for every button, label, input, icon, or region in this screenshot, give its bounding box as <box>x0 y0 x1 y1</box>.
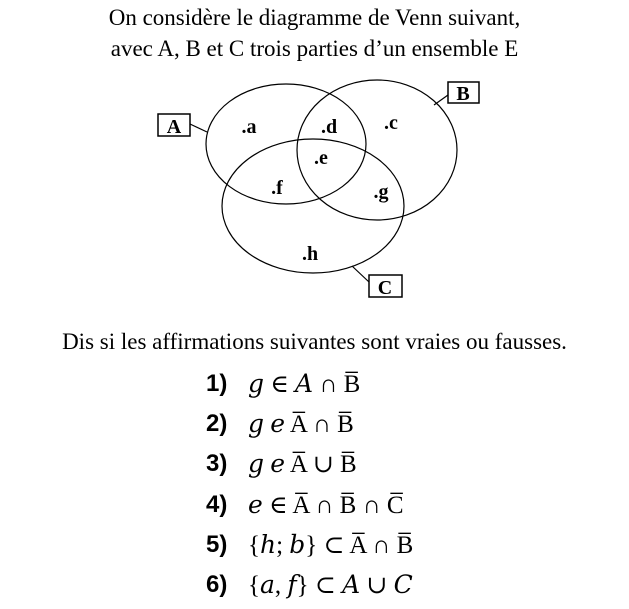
element-c: .c <box>384 112 398 134</box>
set-b-label: B <box>456 83 470 105</box>
set-a-label: A <box>166 116 182 138</box>
statement-expression: 𝑔 𝑒 A̅ ∪ B̅ <box>248 451 357 479</box>
statement-2 <box>206 404 413 444</box>
statement-6 <box>206 565 413 605</box>
statement-expression: {𝑎, 𝑓} ⊂ 𝐴 ∪ 𝐶 <box>248 572 413 600</box>
set-c-label: C <box>377 277 393 299</box>
statement-number: 1) <box>206 370 228 398</box>
element-d: .d <box>320 116 338 138</box>
statement-expression: 𝑒 ∈ A̅ ∩ B̅ ∩ C̅ <box>248 491 404 519</box>
intro-line-2: avec A, B et C trois parties d’un ensemble E <box>110 36 519 61</box>
statement-1 <box>206 364 413 404</box>
set-b-connector <box>434 95 448 105</box>
statement-number: 3) <box>206 450 228 478</box>
statement-3 <box>206 444 413 484</box>
element-f: .f <box>271 177 283 199</box>
statement-number: 5) <box>206 530 228 558</box>
statement-expression: {ℎ; 𝑏} ⊂ A̅ ∩ B̅ <box>248 531 414 559</box>
element-e: .e <box>314 147 328 169</box>
statement-4 <box>206 485 413 525</box>
element-h: .h <box>301 243 319 265</box>
statement-list <box>206 364 413 605</box>
statement-5 <box>206 525 413 565</box>
set-a-circle <box>206 84 366 204</box>
set-c-connector <box>352 266 369 282</box>
statement-number: 2) <box>206 410 228 438</box>
statement-expression: 𝑔 ∈ 𝐴 ∩ B̅ <box>248 371 361 399</box>
set-a-connector <box>190 124 207 132</box>
question-text: Dis si les affirmations suivantes sont vraies ou fausses. <box>62 329 567 354</box>
intro-line-1: On considère le diagramme de Venn suivant, <box>108 5 521 30</box>
element-a: .a <box>241 116 257 138</box>
statement-number: 6) <box>206 571 228 599</box>
statement-number: 4) <box>206 490 228 518</box>
statement-expression: 𝑔 𝑒 A̅ ∩ B̅ <box>248 411 354 439</box>
element-g: .g <box>373 181 389 203</box>
